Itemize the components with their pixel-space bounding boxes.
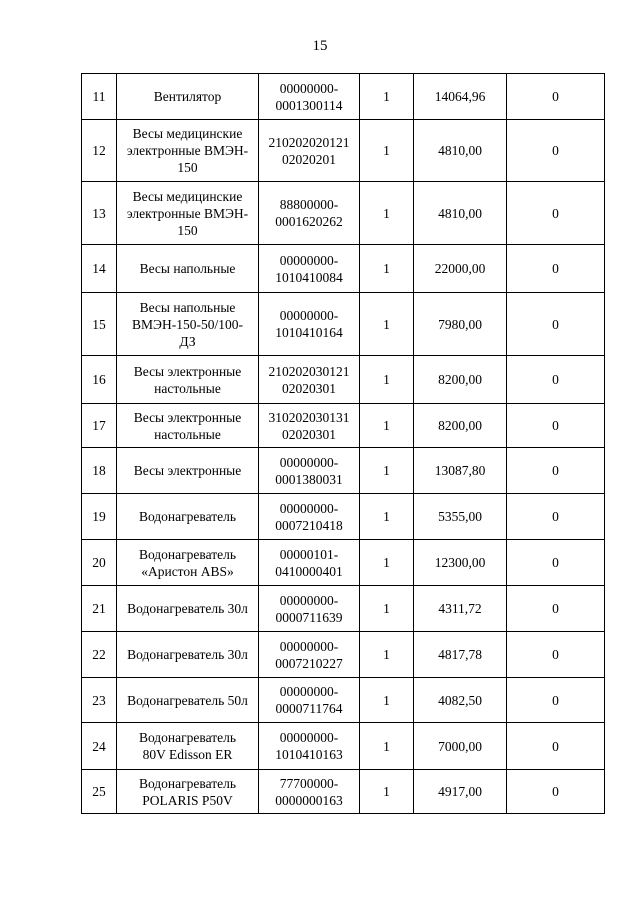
- quantity-cell: 1: [360, 74, 414, 120]
- row-number-cell: 13: [82, 182, 117, 245]
- inventory-code-cell-line: 00000000-: [279, 684, 339, 699]
- inventory-code-cell: [259, 293, 360, 356]
- quantity-cell: 1: [360, 404, 414, 448]
- sum-cell: 4917,00: [414, 770, 507, 814]
- item-name-cell-line: Весы медицинские: [132, 126, 243, 141]
- table-row: [82, 586, 605, 632]
- table-row: [82, 494, 605, 540]
- inventory-code-cell-line: 0007210418: [275, 517, 343, 533]
- inventory-code-cell-line: 0001620262: [275, 214, 343, 229]
- sum-cell: 4810,00: [414, 182, 507, 245]
- table-row: [82, 404, 605, 448]
- inventory-code-cell: [259, 182, 360, 245]
- item-name-cell-line: электронные ВМЭН-: [126, 143, 249, 158]
- residual-cell: 0: [507, 293, 605, 356]
- inventory-code-cell: [259, 632, 360, 678]
- inventory-code-cell-line: 02020201: [282, 151, 336, 167]
- item-name-cell-line: настольные: [154, 380, 221, 396]
- inventory-code-cell-line: 0000711639: [275, 609, 343, 625]
- item-name-cell: [117, 120, 259, 182]
- item-name-cell: [117, 356, 259, 404]
- table-row: [82, 245, 605, 293]
- residual-cell: 0: [507, 723, 605, 770]
- item-name-cell: [117, 632, 259, 678]
- quantity-cell: 1: [360, 540, 414, 586]
- row-number-cell: 15: [82, 293, 117, 356]
- sum-cell: 4082,50: [414, 678, 507, 723]
- inventory-code-cell-line: 1010410163: [275, 747, 343, 762]
- quantity-cell: 1: [360, 494, 414, 540]
- item-name-cell-line: Водонагреватель 50л: [127, 692, 248, 708]
- item-name-cell-line: Весы электронные: [133, 363, 242, 379]
- row-number-cell: 23: [82, 678, 117, 723]
- item-name-cell-line: 150: [177, 160, 198, 175]
- inventory-code-cell: [259, 404, 360, 448]
- residual-cell: 0: [507, 586, 605, 632]
- table-row: [82, 356, 605, 404]
- item-name-cell-line: настольные: [154, 426, 221, 442]
- item-name-cell-line: Водонагреватель: [138, 775, 237, 791]
- item-name-cell-line: Весы напольные: [139, 299, 236, 315]
- inventory-code-cell-line: 00000000-: [279, 592, 339, 608]
- inventory-code-cell: [259, 723, 360, 770]
- row-number-cell: 12: [82, 120, 117, 182]
- inventory-code-cell-line: 310202030131: [268, 409, 350, 425]
- residual-cell: 0: [507, 494, 605, 540]
- quantity-cell: 1: [360, 356, 414, 404]
- quantity-cell: 1: [360, 770, 414, 814]
- inventory-code-cell-line: 02020301: [282, 380, 336, 396]
- sum-cell: 5355,00: [414, 494, 507, 540]
- item-name-cell-line: Весы медицинские: [132, 188, 243, 204]
- sum-cell: 8200,00: [414, 404, 507, 448]
- quantity-cell: 1: [360, 293, 414, 356]
- residual-cell: 0: [507, 540, 605, 586]
- inventory-code-cell-line: 1010410164: [275, 325, 343, 340]
- row-number-cell: 25: [82, 770, 117, 814]
- item-name-cell: [117, 723, 259, 770]
- item-name-cell-line: 80V Edisson ER: [142, 747, 233, 762]
- residual-cell: 0: [507, 678, 605, 723]
- table-row: [82, 182, 605, 245]
- inventory-code-cell-line: 00000000-: [279, 638, 339, 654]
- quantity-cell: 1: [360, 632, 414, 678]
- item-name-cell-line: Водонагреватель: [138, 730, 237, 745]
- item-name-cell-line: электронные ВМЭН-: [126, 205, 249, 221]
- row-number-cell: 22: [82, 632, 117, 678]
- table-row: [82, 632, 605, 678]
- inventory-code-cell-line: 00000000-: [279, 252, 339, 268]
- inventory-code-cell-line: 0410000401: [275, 563, 343, 579]
- residual-cell: 0: [507, 770, 605, 814]
- row-number-cell: 21: [82, 586, 117, 632]
- item-name-cell-line: 150: [177, 222, 198, 238]
- sum-cell: 12300,00: [414, 540, 507, 586]
- residual-cell: 0: [507, 448, 605, 494]
- item-name-cell: [117, 293, 259, 356]
- inventory-table-body: [82, 74, 605, 814]
- inventory-code-cell: [259, 120, 360, 182]
- item-name-cell-line: Весы электронные: [133, 463, 242, 478]
- sum-cell: 13087,80: [414, 448, 507, 494]
- residual-cell: 0: [507, 356, 605, 404]
- item-name-cell-line: Водонагреватель 30л: [127, 647, 248, 662]
- row-number-cell: 24: [82, 723, 117, 770]
- table-row: [82, 678, 605, 723]
- table-row: [82, 120, 605, 182]
- residual-cell: 0: [507, 182, 605, 245]
- item-name-cell-line: ДЗ: [179, 333, 196, 349]
- inventory-code-cell-line: 0001380031: [275, 471, 343, 487]
- page-number: 15: [312, 38, 328, 54]
- table-row: [82, 540, 605, 586]
- inventory-code-cell: [259, 770, 360, 814]
- inventory-code-cell-line: 00000000-: [279, 308, 339, 323]
- item-name-cell: [117, 404, 259, 448]
- row-number-cell: 20: [82, 540, 117, 586]
- row-number-cell: 17: [82, 404, 117, 448]
- inventory-code-cell: [259, 356, 360, 404]
- quantity-cell: 1: [360, 182, 414, 245]
- quantity-cell: 1: [360, 120, 414, 182]
- quantity-cell: 1: [360, 678, 414, 723]
- inventory-code-cell-line: 1010410084: [275, 269, 343, 285]
- inventory-code-cell: [259, 494, 360, 540]
- item-name-cell-line: Водонагреватель 30л: [127, 601, 248, 616]
- inventory-code-cell: [259, 74, 360, 120]
- table-row: [82, 293, 605, 356]
- item-name-cell-line: Вентилятор: [153, 89, 222, 104]
- item-name-cell: [117, 245, 259, 293]
- item-name-cell: [117, 678, 259, 723]
- inventory-code-cell-line: 0001300114: [275, 97, 343, 113]
- inventory-code-cell: [259, 586, 360, 632]
- inventory-code-cell-line: 00000000-: [279, 80, 339, 96]
- inventory-code-cell-line: 00000101-: [279, 546, 339, 562]
- inventory-code-cell: [259, 448, 360, 494]
- row-number-cell: 18: [82, 448, 117, 494]
- inventory-code-cell-line: 0007210227: [275, 655, 343, 671]
- table-row: [82, 770, 605, 814]
- sum-cell: 4311,72: [414, 586, 507, 632]
- inventory-code-cell-line: 0000711764: [275, 701, 343, 716]
- inventory-code-cell-line: 210202030121: [268, 363, 350, 379]
- inventory-code-cell-line: 00000000-: [279, 500, 339, 516]
- table-row: [82, 723, 605, 770]
- item-name-cell: [117, 540, 259, 586]
- sum-cell: 4817,78: [414, 632, 507, 678]
- inventory-code-cell-line: 00000000-: [279, 730, 339, 745]
- quantity-cell: 1: [360, 586, 414, 632]
- row-number-cell: 16: [82, 356, 117, 404]
- item-name-cell-line: Водонагреватель: [138, 546, 237, 562]
- quantity-cell: 1: [360, 723, 414, 770]
- inventory-code-cell-line: 02020301: [282, 426, 336, 442]
- inventory-code-cell: [259, 245, 360, 293]
- item-name-cell: [117, 586, 259, 632]
- residual-cell: 0: [507, 120, 605, 182]
- sum-cell: 14064,96: [414, 74, 507, 120]
- row-number-cell: 14: [82, 245, 117, 293]
- inventory-code-cell-line: 88800000-: [279, 197, 339, 212]
- inventory-table: [81, 73, 605, 814]
- residual-cell: 0: [507, 74, 605, 120]
- item-name-cell-line: Водонагреватель: [138, 509, 237, 524]
- item-name-cell: [117, 770, 259, 814]
- sum-cell: 7000,00: [414, 723, 507, 770]
- sum-cell: 4810,00: [414, 120, 507, 182]
- table-row: [82, 448, 605, 494]
- quantity-cell: 1: [360, 448, 414, 494]
- row-number-cell: 11: [82, 74, 117, 120]
- residual-cell: 0: [507, 632, 605, 678]
- row-number-cell: 19: [82, 494, 117, 540]
- item-name-cell: [117, 448, 259, 494]
- residual-cell: 0: [507, 404, 605, 448]
- item-name-cell: [117, 182, 259, 245]
- item-name-cell: [117, 494, 259, 540]
- item-name-cell-line: POLARIS P50V: [142, 792, 233, 808]
- residual-cell: 0: [507, 245, 605, 293]
- sum-cell: 7980,00: [414, 293, 507, 356]
- item-name-cell-line: ВМЭН-150-50/100-: [132, 316, 243, 332]
- sum-cell: 22000,00: [414, 245, 507, 293]
- inventory-code-cell: [259, 540, 360, 586]
- item-name-cell-line: «Аристон ABS»: [141, 563, 234, 579]
- inventory-code-cell-line: 0000000163: [275, 792, 343, 808]
- inventory-code-cell-line: 77700000-: [279, 775, 339, 791]
- inventory-code-cell-line: 210202020121: [268, 134, 350, 150]
- inventory-code-cell: [259, 678, 360, 723]
- table-row: [82, 74, 605, 120]
- item-name-cell-line: Весы электронные: [133, 409, 242, 425]
- sum-cell: 8200,00: [414, 356, 507, 404]
- item-name-cell-line: Весы напольные: [139, 261, 236, 276]
- item-name-cell: [117, 74, 259, 120]
- inventory-code-cell-line: 00000000-: [279, 454, 339, 470]
- quantity-cell: 1: [360, 245, 414, 293]
